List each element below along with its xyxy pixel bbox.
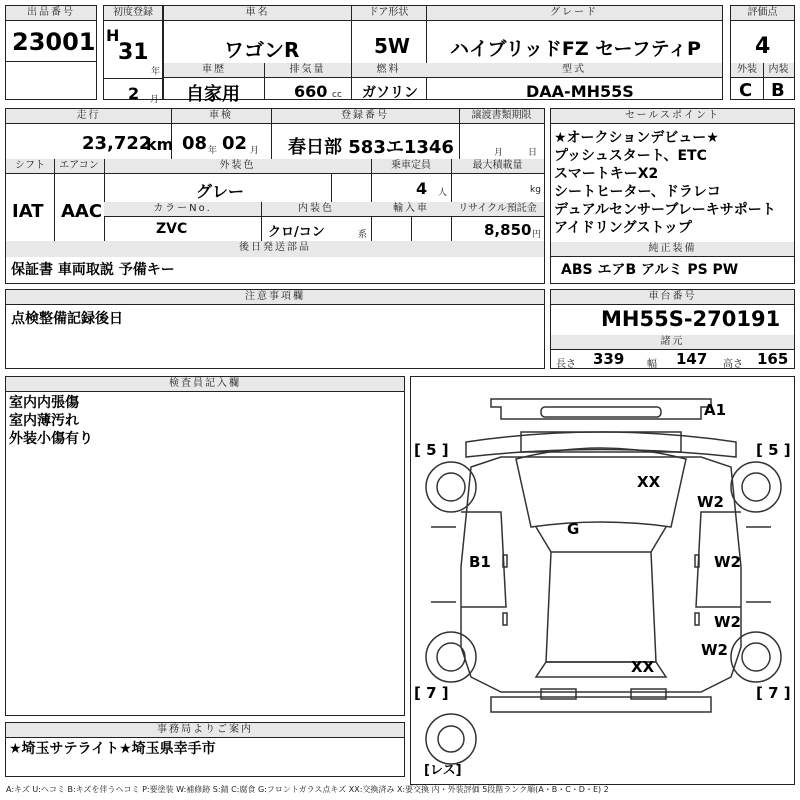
mark-a1: A1 (704, 401, 727, 419)
tire-rear-right: [ 7 ] (756, 684, 791, 702)
era-label: H (106, 26, 120, 45)
mark-xx-front: XX (637, 473, 661, 491)
displacement-value: 660 (294, 82, 328, 101)
mark-w2-rear-right: W2 (701, 641, 728, 659)
spec-length: 339 (593, 350, 625, 368)
mark-w2-right-rear-door: W2 (714, 613, 741, 631)
int-color-header: 内装色 (261, 202, 371, 217)
sales-points-box (550, 108, 795, 284)
later-parts-header: 後日発送部品 (6, 241, 544, 258)
aircon-value: AAC (61, 201, 103, 222)
door-type: 5W (374, 34, 410, 58)
genuine-value: ABS エアB アルミ PS PW (561, 262, 739, 278)
sales-points-header: セールスポイント (551, 109, 794, 124)
details-grid (5, 108, 545, 258)
insp-month-unit: 月 (250, 146, 260, 156)
mileage-value: 23,722 (82, 133, 152, 154)
spec-width-label: 幅 (647, 359, 657, 370)
grade-name: ハイブリッドFZ セーフティP (450, 38, 701, 60)
mileage-header: 走行 (6, 109, 171, 124)
exterior-header: 外装 (731, 63, 763, 78)
recycle-value: 8,850 (484, 221, 532, 239)
tire-front-left: [ 5 ] (414, 441, 449, 459)
legend-text: A:キズ U:ヘコミ B:キズを伴うヘコミ P:要塗装 W:補修跡 S:錆 C:腐食 G:フロントガラス点キズ XX:交換済み X:要交換 内・外装評価 5段階ランク順(A・B・C・D・E) 2 (6, 785, 609, 794)
spec-height: 165 (757, 350, 789, 368)
spec-grid (163, 5, 723, 105)
mark-g: G (567, 520, 580, 538)
inspector-header: 検査員記入欄 (6, 377, 404, 392)
inspector-notes (9, 394, 93, 448)
car-outline-diagram (411, 377, 794, 784)
sales-points-list (554, 129, 776, 237)
displacement-header: 排気量 (264, 63, 351, 78)
ext-color-header: 外装色 (104, 159, 371, 174)
inspector-note-item: 室内内張傷 (9, 395, 79, 411)
score-box (730, 5, 795, 100)
lot-header: 出品番号 (6, 6, 96, 21)
max-load-header: 最大積載量 (451, 159, 544, 174)
history-value: 自家用 (186, 84, 240, 105)
inspection-month: 02 (222, 133, 248, 154)
cc-unit: cc (332, 90, 342, 100)
int-color-value: クロ/コン (268, 225, 325, 240)
office-header: 事務局よりご案内 (6, 723, 404, 738)
sales-point-item: デュアルセンサーブレーキサポート (554, 202, 776, 218)
kei-unit: 系 (358, 230, 368, 240)
lot-box (5, 5, 97, 100)
inspector-note-item: 外装小傷有り (9, 431, 93, 447)
inspection-year: 08 (182, 133, 208, 154)
spec-width: 147 (676, 350, 708, 368)
first-reg-header: 初度登録 (104, 6, 162, 21)
caution-value: 点検整備記録後日 (11, 311, 123, 327)
capacity-header: 乗車定員 (371, 159, 451, 174)
kg-unit: kg (530, 185, 541, 195)
genuine-header: 純正装備 (551, 242, 794, 257)
color-no-value: ZVC (156, 221, 188, 237)
history-header: 車歴 (164, 63, 264, 78)
aircon-header: エアコン (54, 159, 104, 174)
recycle-header: リサイクル預託金 (451, 202, 544, 217)
inspector-box (5, 376, 405, 716)
score-value: 4 (755, 34, 771, 59)
sales-point-item: スマートキーX2 (554, 166, 659, 182)
later-parts-box (5, 257, 545, 284)
sales-point-item: アイドリングストップ (554, 220, 692, 236)
score-header: 評価点 (731, 6, 794, 21)
model-header: 型式 (426, 63, 722, 78)
import-header: 輸入車 (371, 202, 451, 217)
mark-b1: B1 (469, 553, 491, 571)
mark-xx-rear: XX (631, 658, 655, 676)
spare-tire-label: [レス] (424, 763, 462, 778)
shift-header: シフト (6, 159, 54, 174)
tire-rear-left: [ 7 ] (414, 684, 449, 702)
ext-color-value: グレー (196, 182, 245, 201)
chassis-box (550, 289, 795, 369)
office-box (5, 722, 405, 777)
color-no-header: カラーNo. (104, 202, 261, 217)
yen-unit: 円 (532, 230, 542, 240)
grade-header: グレード (426, 6, 722, 21)
specs-header: 諸元 (551, 335, 794, 350)
door-header: ドア形状 (351, 6, 426, 21)
month-unit: 月 (150, 95, 160, 105)
year-unit: 年 (151, 67, 161, 77)
inspector-note-item: 室内薄汚れ (9, 413, 79, 429)
exterior-grade: C (739, 80, 753, 101)
fuel-value: ガソリン (362, 85, 418, 101)
office-value: ★埼玉サテライト★埼玉県幸手市 (9, 741, 216, 757)
sales-point-item: ★オークションデビュー★ (554, 130, 719, 146)
model-code: DAA-MH55S (526, 82, 634, 101)
spec-height-label: 高さ (723, 359, 743, 370)
sales-point-item: プッシュスタート、ETC (554, 148, 707, 164)
insp-year-unit: 年 (208, 146, 218, 156)
people-unit: 人 (438, 188, 448, 198)
tire-front-right: [ 5 ] (756, 441, 791, 459)
fuel-header: 燃料 (351, 63, 426, 78)
interior-grade: B (771, 80, 785, 101)
transfer-header: 譲渡書類期限 (459, 109, 544, 124)
first-reg-month: 2 (128, 84, 140, 103)
caution-header: 注意事項欄 (6, 290, 544, 305)
capacity-value: 4 (416, 179, 428, 198)
shift-value: IAT (12, 201, 44, 222)
spec-length-label: 長さ (556, 359, 576, 370)
chassis-header: 車台番号 (551, 290, 794, 305)
damage-diagram (410, 376, 795, 785)
sales-point-item: シートヒーター、ドラレコ (554, 184, 721, 200)
transfer-day: 日 (528, 148, 538, 158)
reg-number: 春日部 583エ1346 (288, 137, 454, 158)
lot-number: 23001 (12, 28, 96, 56)
car-name: ワゴンR (224, 38, 300, 62)
transfer-month: 月 (494, 148, 504, 158)
chassis-number: MH55S-270191 (601, 307, 781, 331)
km-unit: km (146, 135, 174, 154)
interior-header: 内装 (763, 63, 794, 78)
mark-w2-right-door: W2 (714, 553, 741, 571)
inspection-header: 車検 (171, 109, 271, 124)
caution-box (5, 289, 545, 369)
first-reg-year: 31 (118, 40, 149, 65)
mark-w2-front-right: W2 (697, 493, 724, 511)
reg-no-header: 登録番号 (271, 109, 459, 124)
later-parts-value: 保証書 車両取説 予備キー (11, 262, 175, 278)
car-name-header: 車名 (164, 6, 351, 21)
first-reg-box (103, 5, 163, 105)
